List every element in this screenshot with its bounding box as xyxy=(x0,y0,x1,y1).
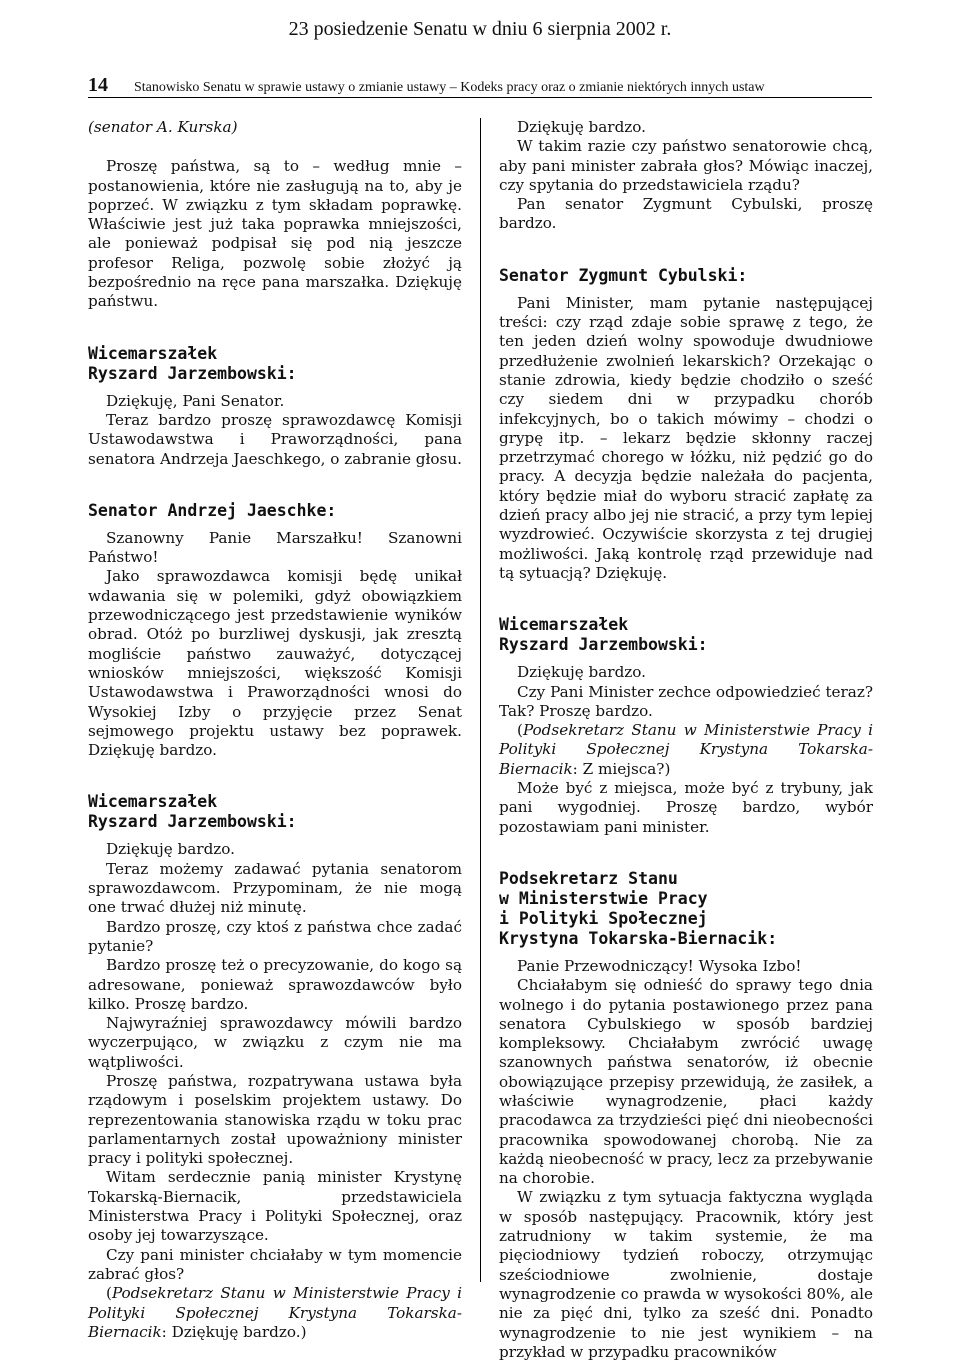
speech-block xyxy=(88,792,462,1342)
speaker-name: Senator Zygmunt Cybulski: xyxy=(499,265,748,285)
speaker-title: Podsekretarz Stanu xyxy=(499,868,678,888)
paragraph: Bardzo proszę, czy ktoś z państwa chce zadać pytanie? xyxy=(88,917,462,955)
speech-block xyxy=(499,615,873,837)
speaker-name: Ryszard Jarzembowski: xyxy=(499,635,708,655)
speaker-title: Wicemarszałek xyxy=(88,792,218,812)
stage-remark: : Z miejsca?) xyxy=(572,759,671,778)
paragraph: W takim razie czy państwo senatorowie chcą, aby pani minister zabrała głos? Mówiąc inaczej, czy spytania do przedstawiciela rządu? xyxy=(499,137,873,194)
paragraph: Teraz możemy zadawać pytania senatorom sprawozdawcom. Przypominam, że nie mogą one trwać dłużej niż minutę. xyxy=(88,859,462,917)
paragraph: Czy Pani Minister zechce odpowiedzieć teraz? Tak? Proszę bardzo. xyxy=(499,682,873,720)
right-column xyxy=(499,118,873,1362)
paragraph: Najwyraźniej sprawozdawcy mówili bardzo wyczerpująco, w związku z czym nie ma wątpliwości. xyxy=(88,1014,462,1071)
paren-open: ( xyxy=(517,721,523,740)
stage-direction: (senator A. Kurska) xyxy=(88,118,238,136)
paragraph: Dziękuję bardzo. xyxy=(106,840,235,859)
paragraph: W związku z tym sytuacja faktyczna wygląda w sposób następujący. Pracownik, który jest zatrudniony w takim systemie, że ma pięciodniowy tydzień roboczy, otrzymując sześciodniowe zwolnienie, dostaje wynagrodzenie co prawda w wysokości 80%, ale nie za pięć dni, tylko za sześć dni. Ponadto wynagrodzenie to nie jest wynikiem – na przykład w przypadku pracowników xyxy=(499,1188,873,1361)
speaker-title: w Ministerstwie Pracy xyxy=(499,888,708,908)
stage-speaker: Podsekretarz Stanu w Ministerstwie Pracy i Polityki Społecznej Krystyna Tokarska-Biernacik xyxy=(499,721,873,778)
page-number: 14 xyxy=(88,74,108,96)
session-title: 23 posiedzenie Senatu w dniu 6 sierpnia 2002 r. xyxy=(288,18,672,40)
paragraph: Jako sprawozdawca komisji będę unikał wdawania się w polemiki, gdyż obowiązkiem przewodniczącego jest przedstawienie wyników obrad. Otóż po burzliwej dyskusji, jak zresztą mogliście państwo zauważyć, dotyczącej wniosków mniejszości, większość Komisji Ustawodawstwa i Praworządności wnosi do Wysokiej Izby o przyjęcie przez Senat sejmowego projektu ustawy bez poprawek. Dziękuję bardzo. xyxy=(88,567,462,760)
speaker-name: Ryszard Jarzembowski: xyxy=(88,363,297,383)
speaker-name: Ryszard Jarzembowski: xyxy=(88,812,297,832)
speaker-heading xyxy=(499,615,873,655)
stage-speaker: Podsekretarz Stanu w Ministerstwie Pracy i Polityki Społecznej Krystyna Tokarska-Biernacik xyxy=(88,1284,462,1341)
paragraph: Szanowny Panie Marszałku! Szanowni Państwo! xyxy=(88,528,462,567)
stage-direction xyxy=(499,721,873,779)
paragraph: Witam serdecznie panią minister Krystynę Tokarską-Biernacik, przedstawiciela Ministerstwa Pracy i Polityki Społecznej, oraz osoby jej towarzyszące. xyxy=(88,1168,462,1245)
paragraph: Dziękuję bardzo. xyxy=(517,118,646,136)
paragraph: Dziękuję, Pani Senator. xyxy=(106,391,285,410)
paragraph: Teraz bardzo proszę sprawozdawcę Komisji Ustawodawstwa i Praworządności, pana senatora Andrzeja Jaeschkego, o zabranie głosu. xyxy=(88,410,462,468)
paragraph: Pani Minister, mam pytanie następującej treści: czy rząd zdaje sobie sprawę z tego, że ten jeden dzień wolny spowoduje dwudniowe przedłużenie zwolnień lekarskich? Orzekając o stanie zdrowia, kiedy będzie chodziło o sześć czy siedem dni w przypadku chorób infekcyjnych, bo o takich mówimy – chodzi o grypę itp. – lekarz będzie skłonny raczej przetrzymać chorego w łóżku, niż pędzić go do pracy. A decyzja będzie należała do pacjenta, który będzie miał do wyboru stracić zapłatę za dzień pracy albo jej nie stracić, a przy tym lepiej wyzdrowieć. Oczywiście skorzysta z tej drugiej możliwości. Jaką kontrolę rząd przewiduje nad tą sytuacją? Dziękuję. xyxy=(499,293,873,582)
paragraph: Pan senator Zygmunt Cybulski, proszę bardzo. xyxy=(499,195,873,233)
header-subtitle: Stanowisko Senatu w sprawie ustawy o zmianie ustawy – Kodeks pracy oraz o zmianie niektórych innych ustaw xyxy=(134,80,765,95)
speaker-title: i Polityki Społecznej xyxy=(499,908,708,928)
speaker-title: Wicemarszałek xyxy=(88,343,218,363)
paragraph: Chciałabym się odnieść do sprawy tego dnia wolnego i do pytania postawionego przez pana senatora Cybulskiego w sposób bardziej kompleksowy. Chciałabym zwrócić uwagę szanownych państwa senatorów, iż obecnie obowiązujące przepisy przewidują, że zasiłek, a właściwie wynagrodzenie, płaci każdy pracodawca za trzydzieści pięć dni nieobecności pracownika spowodowanej chorobą. Nie za każdą nieobecność w pracy, lecz za przebywanie na chorobie. xyxy=(499,976,873,1188)
speech-block xyxy=(499,118,873,234)
speaker-heading xyxy=(88,344,462,384)
paragraph: Czy pani minister chciałaby w tym momencie zabrać głos? xyxy=(88,1245,462,1283)
speech-block xyxy=(88,344,462,469)
paragraph: Bardzo proszę też o precyzowanie, do kogo są adresowane, ponieważ sprawozdawców było kilko. Proszę bardzo. xyxy=(88,956,462,1013)
speaker-heading xyxy=(499,869,873,949)
speaker-name: Krystyna Tokarska-Biernacik: xyxy=(499,928,778,948)
speech-block xyxy=(499,869,873,1362)
paren-open: ( xyxy=(106,1284,112,1303)
paragraph: Dziękuję bardzo. xyxy=(517,663,646,682)
paragraph: Może być z miejsca, może być z trybuny, jak pani wygodniej. Proszę bardzo, wybór pozostawiam pani minister. xyxy=(499,779,873,836)
column-separator xyxy=(480,118,481,1282)
speaker-heading xyxy=(499,266,873,286)
left-column xyxy=(88,118,462,1342)
paragraph: Proszę państwa, rozpatrywana ustawa była rządowym i poselskim projektem ustawy. Do reprezentowania stanowiska rządu w toku prac parlamentarnych został upoważniony minister pracy i polityki społecznej. xyxy=(88,1071,462,1168)
speech-block xyxy=(88,501,462,761)
speech-block xyxy=(88,118,462,312)
speech-block xyxy=(499,266,873,583)
speaker-title: Wicemarszałek xyxy=(499,615,629,635)
speaker-name: Senator Andrzej Jaeschke: xyxy=(88,500,337,520)
stage-remark: : Dziękuję bardzo.) xyxy=(161,1322,307,1341)
paragraph: Proszę państwa, są to – według mnie – postanowienia, które nie zasługują na to, aby je poprzeć. W związku z tym składam poprawkę. Właściwie jest już taka poprawka mniejszości, ale ponieważ podpisał się pod nią jeszcze profesor Religa, pozwolę sobie złożyć ją bezpośrednio na ręce pana marszałka. Dziękuję państwu. xyxy=(88,157,462,311)
stage-direction xyxy=(88,1284,462,1342)
speaker-heading xyxy=(88,792,462,832)
speaker-heading xyxy=(88,501,462,521)
paragraph: Panie Przewodniczący! Wysoka Izbo! xyxy=(517,956,802,975)
running-header xyxy=(88,74,872,97)
header-rule xyxy=(88,97,872,98)
